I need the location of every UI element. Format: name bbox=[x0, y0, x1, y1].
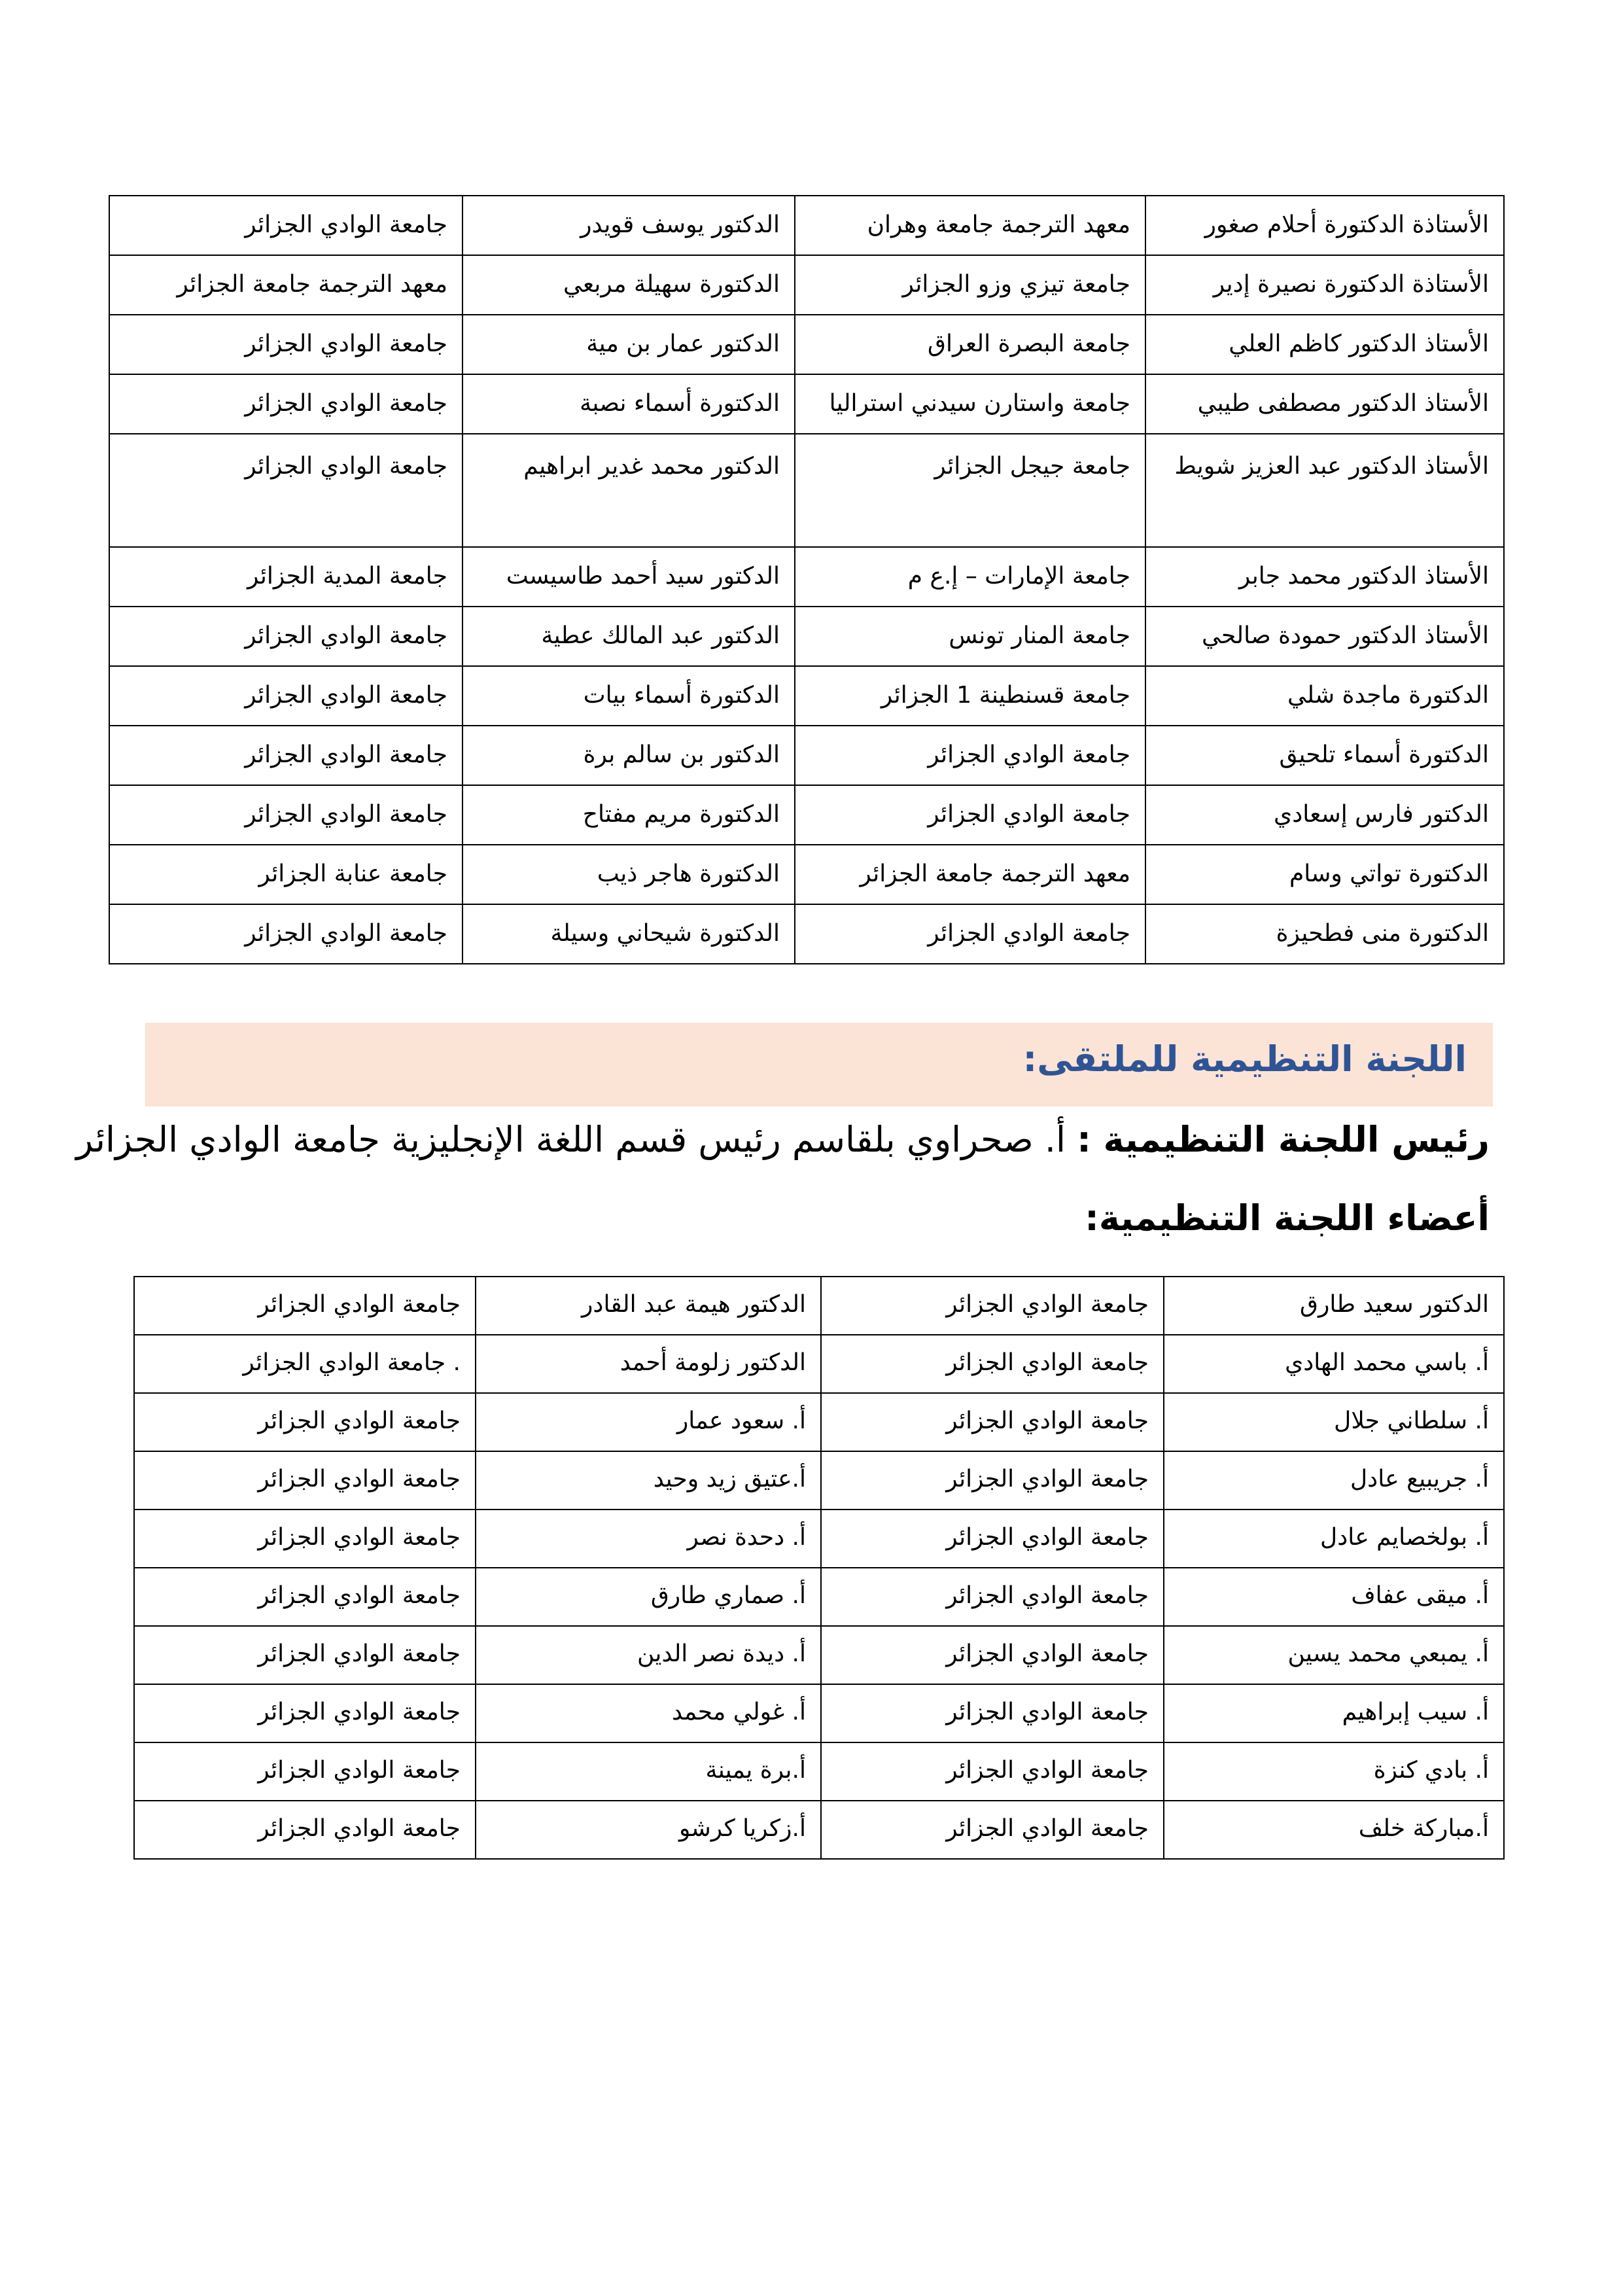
table-cell: الأستاذة الدكتورة نصيرة إدير bbox=[1145, 255, 1504, 315]
table-cell: جامعة المدية الجزائر bbox=[109, 547, 462, 607]
table-row bbox=[134, 1277, 1504, 1335]
table-cell: الأستاذة الدكتورة أحلام صغور bbox=[1145, 196, 1504, 255]
table-cell: الأستاذ الدكتور كاظم العلي bbox=[1145, 315, 1504, 374]
table-cell: الدكتور بن سالم برة bbox=[462, 726, 795, 785]
table-cell: جامعة الوادي الجزائر bbox=[134, 1277, 476, 1335]
table-row bbox=[109, 904, 1504, 964]
table-cell: جامعة الوادي الجزائر bbox=[821, 1801, 1164, 1859]
table-cell: معهد الترجمة جامعة الجزائر bbox=[109, 255, 462, 315]
table-row bbox=[134, 1684, 1504, 1742]
table-cell: جامعة الوادي الجزائر bbox=[134, 1510, 476, 1568]
table-cell: أ.برة يمينة bbox=[476, 1742, 821, 1801]
table-row bbox=[134, 1451, 1504, 1510]
table-cell: أ. سلطاني جلال bbox=[1164, 1393, 1504, 1451]
table-cell: جامعة الوادي الجزائر bbox=[134, 1626, 476, 1684]
organizing-members-table bbox=[133, 1276, 1505, 1860]
table-cell: جامعة الوادي الجزائر bbox=[821, 1393, 1164, 1451]
table-cell: جامعة الوادي الجزائر bbox=[795, 785, 1145, 845]
table-cell: الدكتور عمار بن مية bbox=[462, 315, 795, 374]
table-cell: الدكتورة أسماء بيات bbox=[462, 666, 795, 726]
table-cell: جامعة جيجل الجزائر bbox=[795, 434, 1145, 547]
table-cell: الدكتور هيمة عبد القادر bbox=[476, 1277, 821, 1335]
table-cell: أ. سعود عمار bbox=[476, 1393, 821, 1451]
table-row bbox=[109, 607, 1504, 666]
table-cell: جامعة الوادي الجزائر bbox=[109, 666, 462, 726]
table-cell: أ.عتيق زيد وحيد bbox=[476, 1451, 821, 1510]
table-cell: الدكتورة مريم مفتاح bbox=[462, 785, 795, 845]
table-cell: الدكتور سعيد طارق bbox=[1164, 1277, 1504, 1335]
table-cell: جامعة الوادي الجزائر bbox=[109, 726, 462, 785]
organizing-committee-heading: اللجنة التنظيمية للملتقى: bbox=[1022, 1038, 1467, 1080]
table-cell: الدكتورة أسماء نصبة bbox=[462, 374, 795, 434]
table-cell: جامعة الوادي الجزائر bbox=[109, 904, 462, 964]
table-cell: جامعة قسنطينة 1 الجزائر bbox=[795, 666, 1145, 726]
table-cell: جامعة الوادي الجزائر bbox=[821, 1684, 1164, 1742]
table-cell: جامعة الوادي الجزائر bbox=[821, 1742, 1164, 1801]
table-cell: الدكتور فارس إسعادي bbox=[1145, 785, 1504, 845]
table-row bbox=[134, 1393, 1504, 1451]
table-cell: جامعة الإمارات – إ.ع م bbox=[795, 547, 1145, 607]
table-cell: الدكتور محمد غدير ابراهيم bbox=[462, 434, 795, 547]
table-cell: جامعة المنار تونس bbox=[795, 607, 1145, 666]
table-cell: جامعة تيزي وزو الجزائر bbox=[795, 255, 1145, 315]
table-cell: الدكتور يوسف قويدر bbox=[462, 196, 795, 255]
members-heading: أعضاء اللجنة التنظيمية: bbox=[1085, 1197, 1490, 1239]
table-cell: الأستاذ الدكتور عبد العزيز شويط bbox=[1145, 434, 1504, 547]
table-row bbox=[109, 547, 1504, 607]
table-row bbox=[109, 374, 1504, 434]
table-cell: جامعة الوادي الجزائر bbox=[134, 1393, 476, 1451]
table-cell: معهد الترجمة جامعة وهران bbox=[795, 196, 1145, 255]
table-cell: الدكتورة أسماء تلحيق bbox=[1145, 726, 1504, 785]
table-cell: أ.مباركة خلف bbox=[1164, 1801, 1504, 1859]
table-cell: الدكتور سيد أحمد طاسيست bbox=[462, 547, 795, 607]
table-cell: جامعة الوادي الجزائر bbox=[134, 1742, 476, 1801]
president-label: رئيس اللجنة التنظيمية : bbox=[1077, 1119, 1490, 1160]
table-cell: أ. جريبيع عادل bbox=[1164, 1451, 1504, 1510]
table-cell: جامعة الوادي الجزائر bbox=[134, 1451, 476, 1510]
table-row bbox=[134, 1626, 1504, 1684]
scientific-committee-table bbox=[109, 195, 1505, 964]
table-cell: أ. باسي محمد الهادي bbox=[1164, 1335, 1504, 1393]
table-cell: جامعة الوادي الجزائر bbox=[821, 1451, 1164, 1510]
table-row bbox=[109, 845, 1504, 904]
table-row bbox=[134, 1568, 1504, 1626]
organizing-committee-banner bbox=[145, 1023, 1493, 1106]
table-cell: جامعة الوادي الجزائر bbox=[109, 434, 462, 547]
table-cell: الدكتورة منى فطحيزة bbox=[1145, 904, 1504, 964]
table-cell: جامعة الوادي الجزائر bbox=[795, 726, 1145, 785]
table-row bbox=[134, 1742, 1504, 1801]
table-cell: أ. يمبعي محمد يسين bbox=[1164, 1626, 1504, 1684]
table-cell: جامعة الوادي الجزائر bbox=[795, 904, 1145, 964]
table-cell: الدكتور زلومة أحمد bbox=[476, 1335, 821, 1393]
table-row bbox=[134, 1510, 1504, 1568]
table-row bbox=[109, 434, 1504, 547]
table-row bbox=[109, 315, 1504, 374]
table-row bbox=[109, 726, 1504, 785]
table-cell: الدكتورة سهيلة مربعي bbox=[462, 255, 795, 315]
table-row bbox=[109, 196, 1504, 255]
table-cell: جامعة عنابة الجزائر bbox=[109, 845, 462, 904]
table-cell: جامعة واستارن سيدني استراليا bbox=[795, 374, 1145, 434]
committee-president-line bbox=[76, 1119, 1490, 1160]
table-cell: أ. غولي محمد bbox=[476, 1684, 821, 1742]
table-cell: جامعة الوادي الجزائر bbox=[134, 1684, 476, 1742]
table-cell: الدكتور عبد المالك عطية bbox=[462, 607, 795, 666]
table-cell: أ. ديدة نصر الدين bbox=[476, 1626, 821, 1684]
table-cell: جامعة الوادي الجزائر bbox=[109, 315, 462, 374]
table-cell: جامعة الوادي الجزائر bbox=[821, 1568, 1164, 1626]
table-cell: الدكتورة هاجر ذيب bbox=[462, 845, 795, 904]
table-cell: الأستاذ الدكتور مصطفى طيبي bbox=[1145, 374, 1504, 434]
table-cell: أ. سيب إبراهيم bbox=[1164, 1684, 1504, 1742]
table-cell: الدكتورة تواتي وسام bbox=[1145, 845, 1504, 904]
table-cell: جامعة الوادي الجزائر bbox=[821, 1277, 1164, 1335]
table-row bbox=[109, 785, 1504, 845]
table-cell: . جامعة الوادي الجزائر bbox=[134, 1335, 476, 1393]
table-cell: أ. دحدة نصر bbox=[476, 1510, 821, 1568]
table-cell: جامعة الوادي الجزائر bbox=[109, 785, 462, 845]
table-row bbox=[134, 1801, 1504, 1859]
table-cell: جامعة الوادي الجزائر bbox=[109, 196, 462, 255]
table-cell: جامعة الوادي الجزائر bbox=[134, 1801, 476, 1859]
table-cell: جامعة البصرة العراق bbox=[795, 315, 1145, 374]
table-cell: الدكتورة ماجدة شلي bbox=[1145, 666, 1504, 726]
table-row bbox=[109, 666, 1504, 726]
table-cell: أ.زكريا كرشو bbox=[476, 1801, 821, 1859]
table-cell: جامعة الوادي الجزائر bbox=[109, 374, 462, 434]
table-cell: جامعة الوادي الجزائر bbox=[821, 1335, 1164, 1393]
table-cell: أ. صماري طارق bbox=[476, 1568, 821, 1626]
table-cell: معهد الترجمة جامعة الجزائر bbox=[795, 845, 1145, 904]
table-cell: أ. بولخصايم عادل bbox=[1164, 1510, 1504, 1568]
table-cell: جامعة الوادي الجزائر bbox=[109, 607, 462, 666]
table-cell: جامعة الوادي الجزائر bbox=[821, 1510, 1164, 1568]
table-row bbox=[134, 1335, 1504, 1393]
table-cell: الأستاذ الدكتور حمودة صالحي bbox=[1145, 607, 1504, 666]
table-cell: أ. بادي كنزة bbox=[1164, 1742, 1504, 1801]
table-cell: الدكتورة شيحاني وسيلة bbox=[462, 904, 795, 964]
table-cell: الأستاذ الدكتور محمد جابر bbox=[1145, 547, 1504, 607]
table-cell: جامعة الوادي الجزائر bbox=[821, 1626, 1164, 1684]
president-value: أ. صحراوي بلقاسم رئيس قسم اللغة الإنجليزية جامعة الوادي الجزائر bbox=[76, 1119, 1066, 1160]
table-cell: أ. ميقى عفاف bbox=[1164, 1568, 1504, 1626]
table-cell: جامعة الوادي الجزائر bbox=[134, 1568, 476, 1626]
table-row bbox=[109, 255, 1504, 315]
